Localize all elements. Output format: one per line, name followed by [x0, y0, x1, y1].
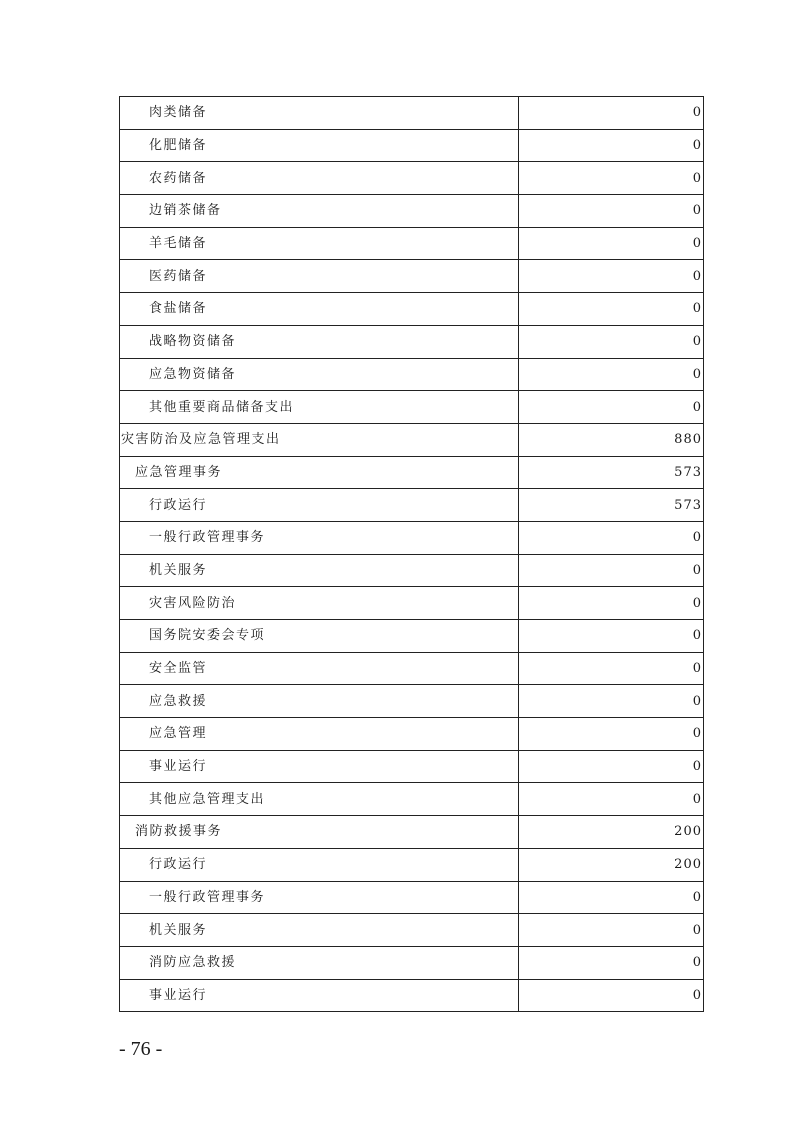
- row-value: 573: [519, 489, 704, 522]
- page-number: - 76 -: [119, 1038, 163, 1060]
- row-value: 0: [519, 358, 704, 391]
- table-row: [120, 195, 704, 228]
- row-label: 事业运行: [120, 750, 519, 783]
- table-row: [120, 129, 704, 162]
- row-label: 医药储备: [120, 260, 519, 293]
- row-label: 应急管理: [120, 718, 519, 751]
- row-value: 573: [519, 456, 704, 489]
- table-row: [120, 685, 704, 718]
- table-row: [120, 848, 704, 881]
- row-value: 0: [519, 979, 704, 1012]
- row-value: 0: [519, 521, 704, 554]
- row-value: 0: [519, 718, 704, 751]
- table-row: [120, 358, 704, 391]
- table-row: [120, 554, 704, 587]
- row-label: 消防救援事务: [120, 816, 519, 849]
- table-row: [120, 914, 704, 947]
- row-value: 0: [519, 97, 704, 130]
- row-value: 0: [519, 293, 704, 326]
- row-label: 灾害防治及应急管理支出: [120, 423, 519, 456]
- row-label: 机关服务: [120, 914, 519, 947]
- table-row: [120, 227, 704, 260]
- row-label: 灾害风险防治: [120, 587, 519, 620]
- row-value: 0: [519, 652, 704, 685]
- row-label: 应急管理事务: [120, 456, 519, 489]
- row-label: 战略物资储备: [120, 325, 519, 358]
- table-row: [120, 293, 704, 326]
- table-row: [120, 587, 704, 620]
- row-value: 0: [519, 162, 704, 195]
- row-value: 880: [519, 423, 704, 456]
- row-label: 一般行政管理事务: [120, 521, 519, 554]
- row-label: 其他重要商品储备支出: [120, 391, 519, 424]
- row-value: 0: [519, 783, 704, 816]
- row-label: 应急物资储备: [120, 358, 519, 391]
- table-row: [120, 97, 704, 130]
- table-row: [120, 750, 704, 783]
- table-row: [120, 652, 704, 685]
- table-row: [120, 881, 704, 914]
- row-value: 0: [519, 227, 704, 260]
- row-value: 0: [519, 195, 704, 228]
- row-value: 0: [519, 881, 704, 914]
- row-label: 其他应急管理支出: [120, 783, 519, 816]
- table-row: [120, 946, 704, 979]
- row-value: 0: [519, 129, 704, 162]
- table-row: [120, 718, 704, 751]
- row-value: 0: [519, 554, 704, 587]
- row-label: 机关服务: [120, 554, 519, 587]
- row-value: 0: [519, 325, 704, 358]
- row-label: 羊毛储备: [120, 227, 519, 260]
- budget-table: [119, 96, 704, 1012]
- table-row: [120, 521, 704, 554]
- row-label: 行政运行: [120, 489, 519, 522]
- row-label: 化肥储备: [120, 129, 519, 162]
- row-value: 200: [519, 816, 704, 849]
- row-value: 0: [519, 391, 704, 424]
- row-value: 0: [519, 750, 704, 783]
- row-value: 0: [519, 914, 704, 947]
- row-label: 消防应急救援: [120, 946, 519, 979]
- table-row: [120, 162, 704, 195]
- row-value: 200: [519, 848, 704, 881]
- table-row: [120, 391, 704, 424]
- table-row: [120, 620, 704, 653]
- row-label: 一般行政管理事务: [120, 881, 519, 914]
- row-label: 事业运行: [120, 979, 519, 1012]
- table-row: [120, 489, 704, 522]
- table-row: [120, 423, 704, 456]
- table-row: [120, 979, 704, 1012]
- row-label: 国务院安委会专项: [120, 620, 519, 653]
- table-row: [120, 816, 704, 849]
- row-value: 0: [519, 620, 704, 653]
- row-value: 0: [519, 946, 704, 979]
- budget-table-body: [120, 97, 704, 1012]
- row-value: 0: [519, 685, 704, 718]
- row-label: 安全监管: [120, 652, 519, 685]
- row-label: 行政运行: [120, 848, 519, 881]
- row-label: 农药储备: [120, 162, 519, 195]
- row-label: 边销茶储备: [120, 195, 519, 228]
- row-label: 食盐储备: [120, 293, 519, 326]
- row-value: 0: [519, 260, 704, 293]
- table-row: [120, 325, 704, 358]
- row-label: 肉类储备: [120, 97, 519, 130]
- table-row: [120, 260, 704, 293]
- table-row: [120, 456, 704, 489]
- table-row: [120, 783, 704, 816]
- row-label: 应急救援: [120, 685, 519, 718]
- row-value: 0: [519, 587, 704, 620]
